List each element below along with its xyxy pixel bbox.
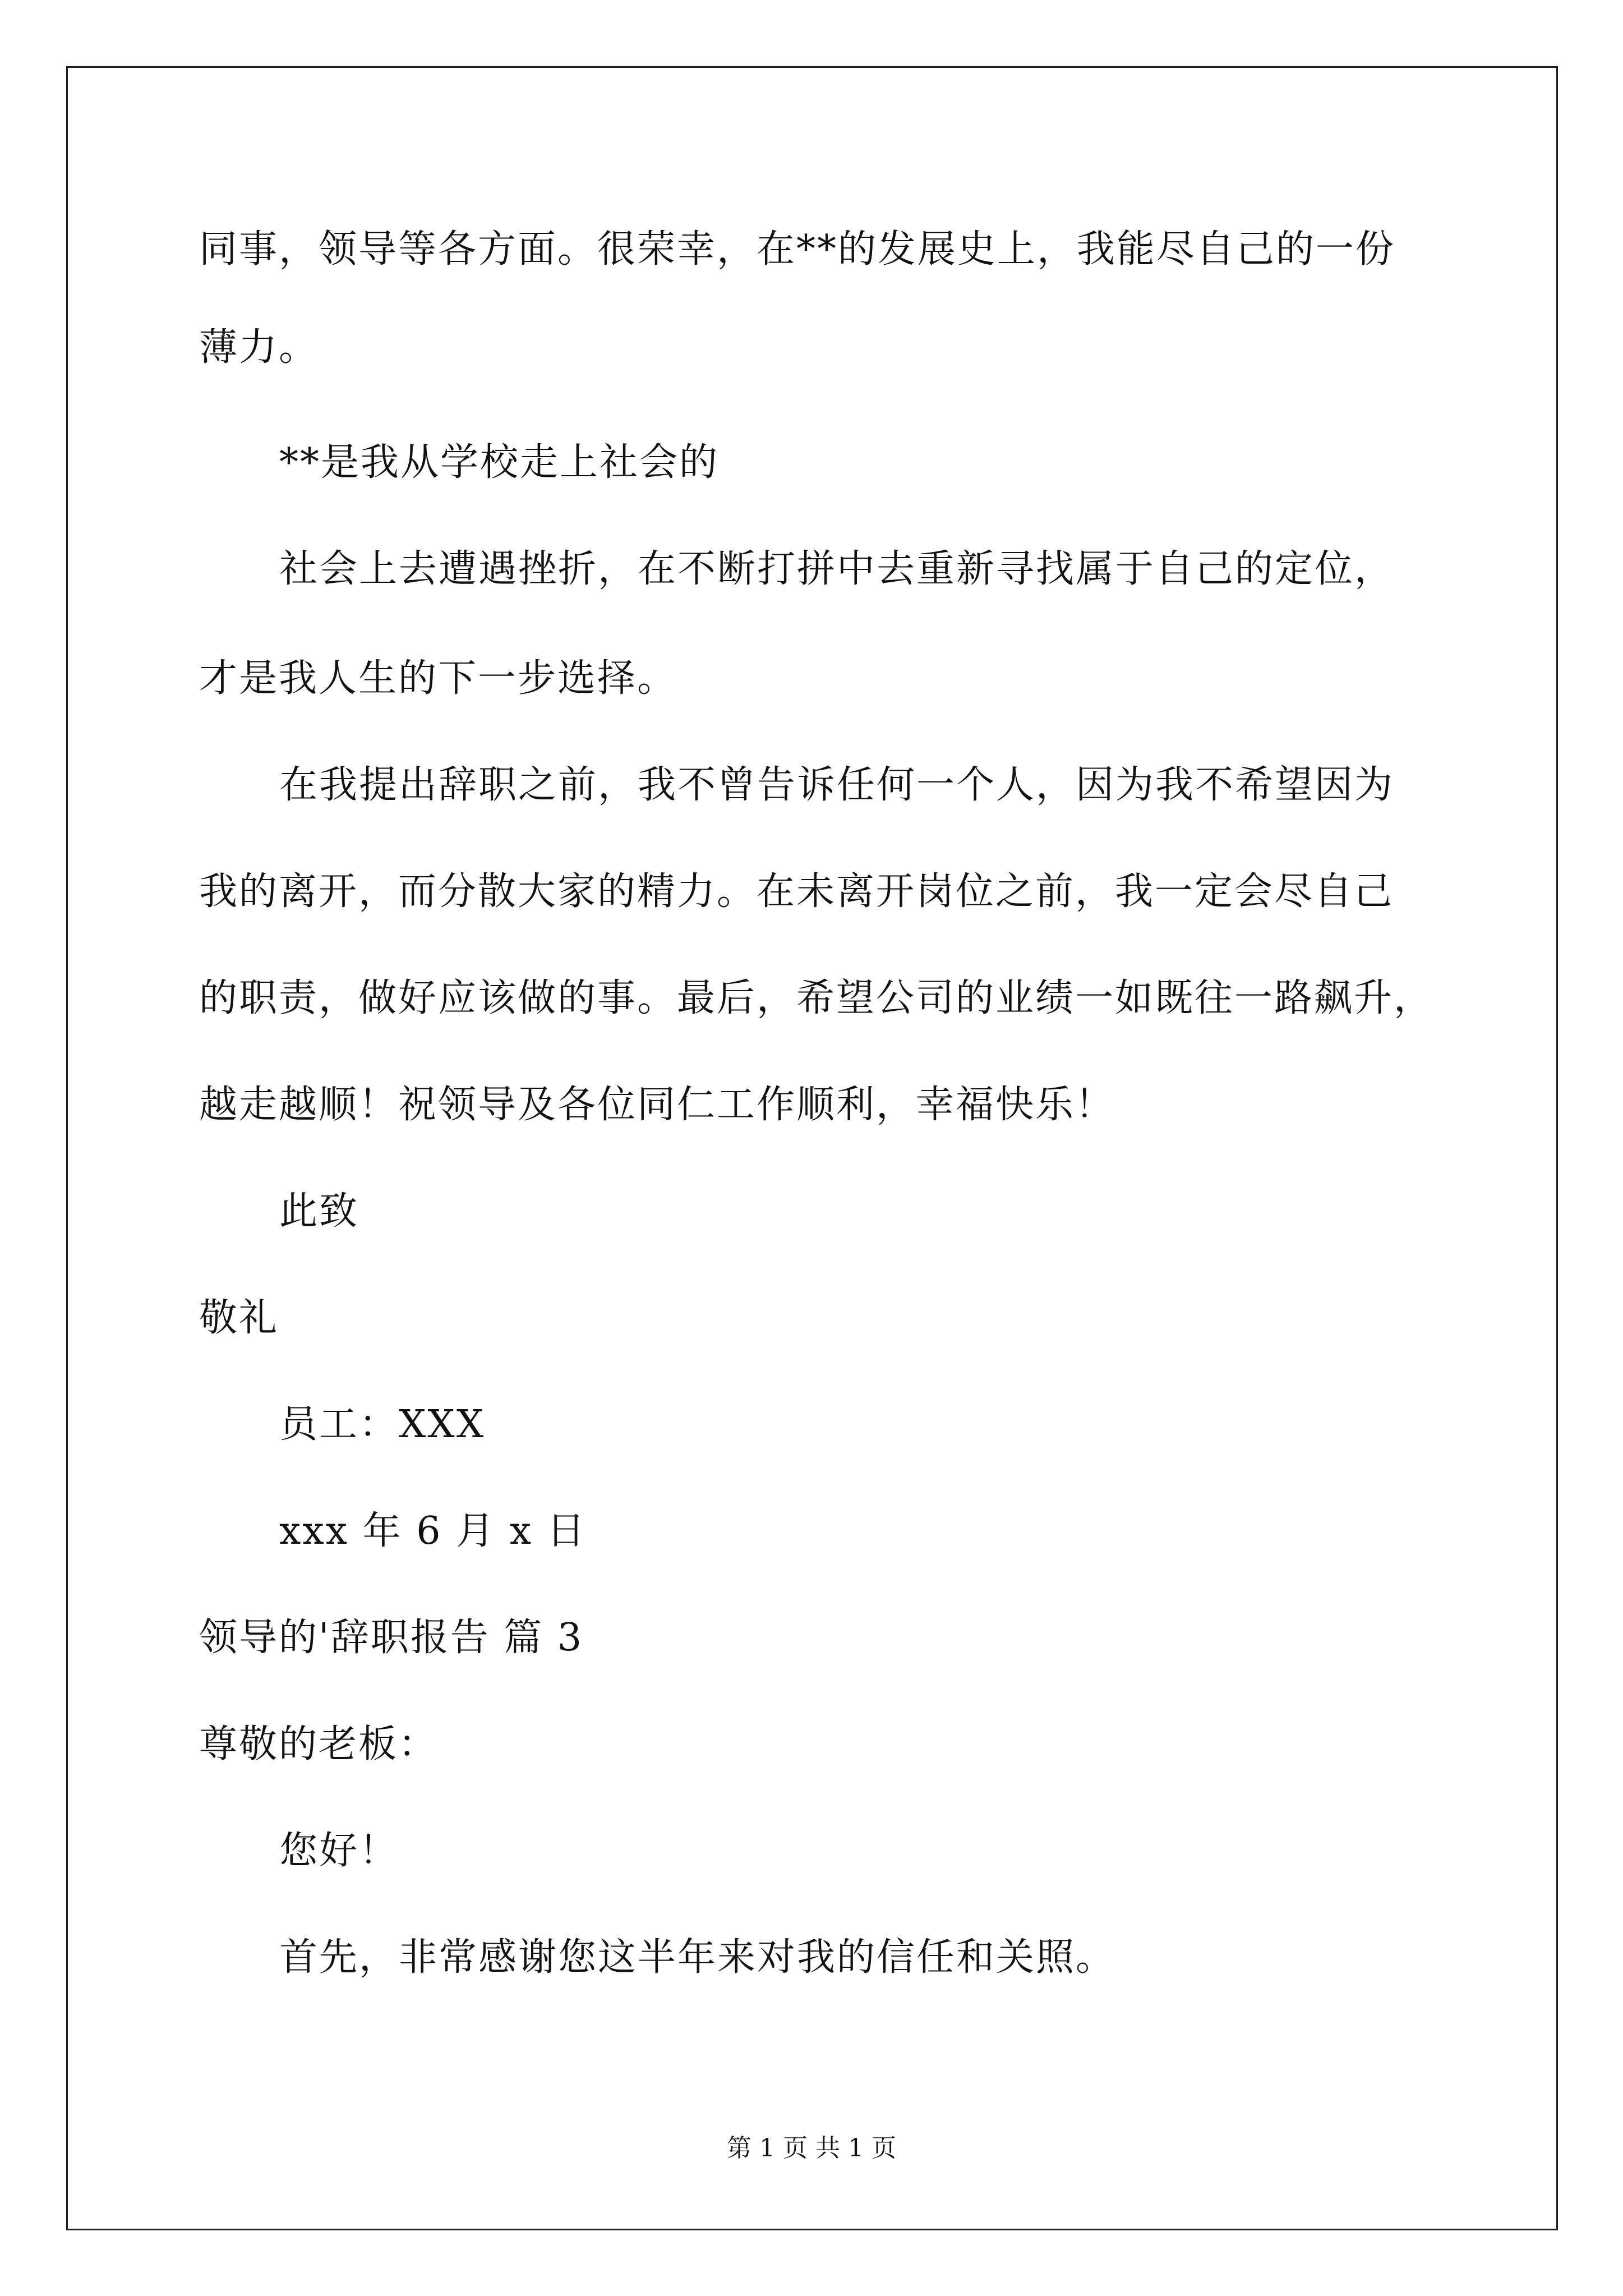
text-line-3: **是我从学校走上社会的 [279, 440, 720, 485]
page-footer: 第 1 页 共 1 页 [727, 2134, 896, 2162]
page-border [66, 66, 1558, 2230]
signature-employee: 员工：XXX [279, 1402, 486, 1447]
text-line-1: 同事，领导等各方面。很荣幸，在**的发展史上，我能尽自己的一份 [199, 227, 1396, 272]
text-line-5: 才是我人生的下一步选择。 [199, 656, 677, 701]
text-line-17: 首先，非常感谢您这半年来对我的信任和关照。 [279, 1935, 1116, 1980]
closing-salutation: 此致 [279, 1189, 359, 1234]
closing-regards: 敬礼 [199, 1296, 279, 1340]
text-line-7: 我的离开，而分散大家的精力。在未离开岗位之前，我一定会尽自己 [199, 869, 1394, 914]
text-line-4: 社会上去遭遇挫折，在不断打拼中去重新寻找属于自己的定位， [279, 547, 1395, 591]
greeting-hello: 您好！ [279, 1829, 399, 1873]
signature-date: xxx 年 6 月 x 日 [279, 1509, 587, 1553]
text-line-6: 在我提出辞职之前，我不曾告诉任何一个人，因为我不希望因为 [279, 763, 1395, 807]
section-heading: 领导的'辞职报告 篇 3 [199, 1616, 584, 1660]
text-line-8: 的职责，做好应该做的事。最后，希望公司的业绩一如既往一路飙升， [199, 976, 1434, 1020]
greeting-addressee: 尊敬的老板： [199, 1722, 439, 1766]
text-line-9: 越走越顺！祝领导及各位同仁工作顺利，幸福快乐！ [199, 1083, 1115, 1127]
text-line-2: 薄力。 [199, 325, 319, 370]
